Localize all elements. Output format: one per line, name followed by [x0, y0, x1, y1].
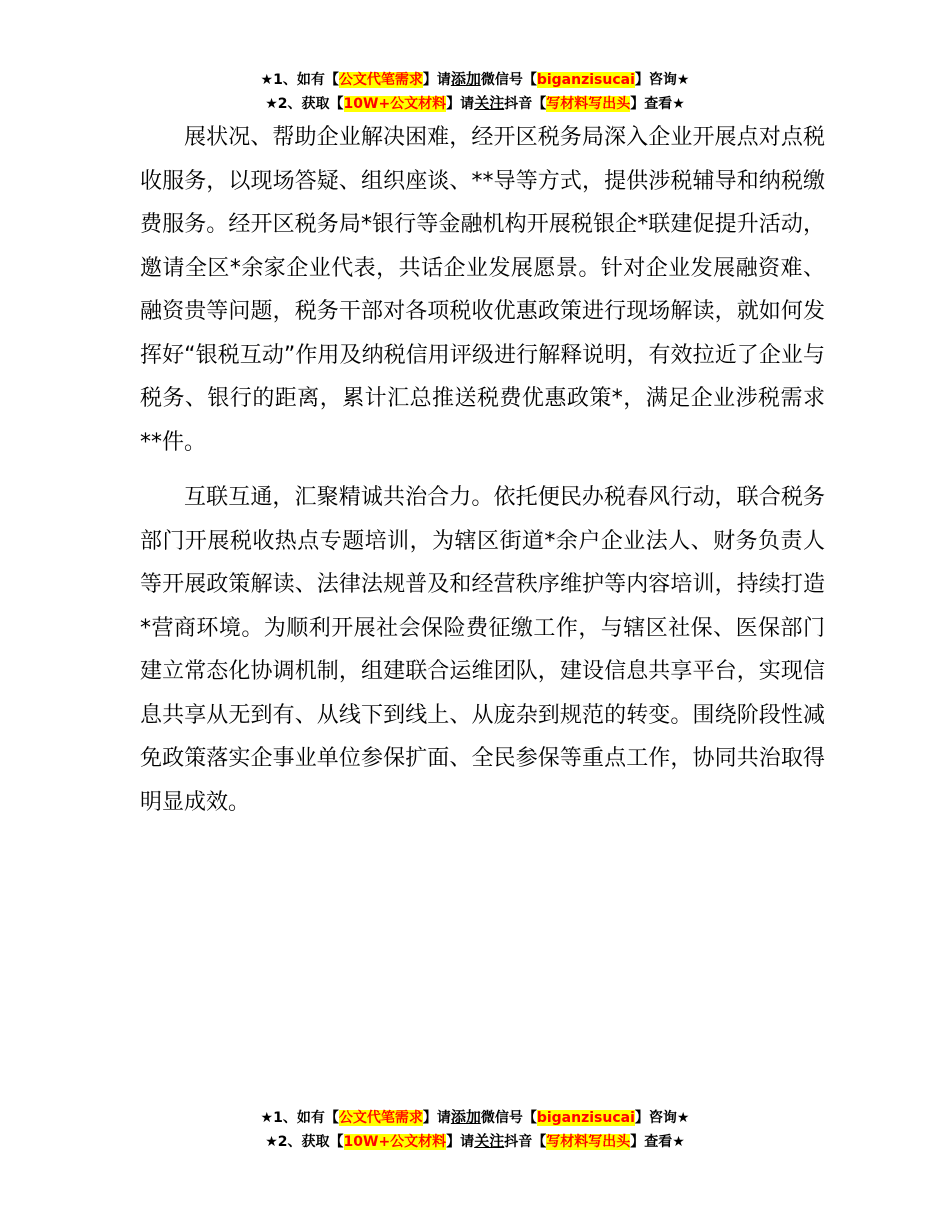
- banner-line-1: ★1、如有【公文代笔需求】请添加微信号【biganzisucai】咨询★: [260, 1108, 690, 1126]
- banner-line-2: ★2、获取【10W+公文材料】请关注抖音【写材料写出头】查看★: [265, 1132, 685, 1150]
- highlight-materials: 10W+公文材料: [343, 96, 447, 112]
- footer-banner: [0, 1106, 950, 1154]
- highlight-materials: 10W+公文材料: [343, 1134, 447, 1150]
- paragraph-2: 互联互通，汇聚精诚共治合力。依托便民办税春风行动，联合税务部门开展税收热点专题培训，为辖区街道*余户企业法人、财务负责人等开展政策解读、法律法规普及和经营秩序维护等内容培训，持续打造*营商环境。为顺利开展社会保险费征缴工作，与辖区社保、医保部门建立常态化协调机制，组建联合运维团队，建设信息共享平台，实现信息共享从无到有、从线下到线上、从庞杂到规范的转变。围绕阶段性减免政策落实企事业单位参保扩面、全民参保等重点工作，协同共治取得明显成效。: [140, 485, 825, 815]
- highlight-wechat-id: biganzisucai: [536, 1110, 635, 1126]
- highlight-douyin-account: 写材料写出头: [546, 1134, 631, 1150]
- highlight-douyin-account: 写材料写出头: [546, 96, 631, 112]
- banner-line-1: ★1、如有【公文代笔需求】请添加微信号【biganzisucai】咨询★: [260, 70, 690, 88]
- highlight-ghostwriting: 公文代笔需求: [338, 1110, 423, 1126]
- document-body: [140, 116, 825, 836]
- highlight-wechat-id: biganzisucai: [536, 72, 635, 88]
- header-banner: [0, 68, 950, 116]
- paragraph-1: 展状况、帮助企业解决困难，经开区税务局深入企业开展点对点税收服务，以现场答疑、组织座谈、**导等方式，提供涉税辅导和纳税缴费服务。经开区税务局*银行等金融机构开展税银企*联建促提升活动，邀请全区*余家企业代表，共话企业发展愿景。针对企业发展融资难、融资贵等问题，税务干部对各项税收优惠政策进行现场解读，就如何发挥好“银税互动”作用及纳税信用评级进行解释说明，有效拉近了企业与税务、银行的距离，累计汇总推送税费优惠政策*，满足企业涉税需求**件。: [140, 125, 825, 455]
- banner-line-2: ★2、获取【10W+公文材料】请关注抖音【写材料写出头】查看★: [265, 94, 685, 112]
- highlight-ghostwriting: 公文代笔需求: [338, 72, 423, 88]
